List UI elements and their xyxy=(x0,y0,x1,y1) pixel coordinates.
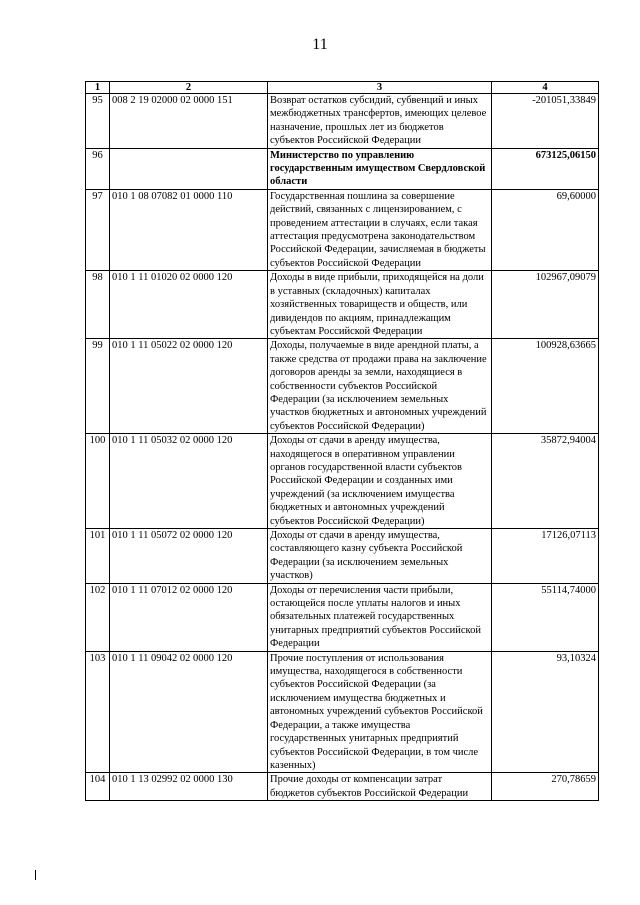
table-row xyxy=(86,189,599,270)
row-code: 010 1 11 05072 02 0000 120 xyxy=(110,529,268,584)
row-code: 008 2 19 02000 02 0000 151 xyxy=(110,94,268,149)
row-code: 010 1 13 02992 02 0000 130 xyxy=(110,773,268,801)
row-code: 010 1 11 09042 02 0000 120 xyxy=(110,651,268,773)
page-number: 11 xyxy=(312,36,328,53)
row-code: 010 1 11 05032 02 0000 120 xyxy=(110,434,268,529)
table-row xyxy=(86,94,599,149)
table-row xyxy=(86,148,599,189)
row-name: Доходы в виде прибыли, приходящейся на доли в уставных (складочных) капиталах хозяйственных товариществ и обществ, или дивидендов по акциям, принадлежащим субъектам Российской Федерации xyxy=(268,271,492,339)
row-number: 95 xyxy=(86,94,110,149)
row-code: 010 1 11 07012 02 0000 120 xyxy=(110,583,268,651)
row-amount: 55114,74000 xyxy=(492,583,599,651)
row-amount: 93,10324 xyxy=(492,651,599,773)
row-number: 98 xyxy=(86,271,110,339)
table-row xyxy=(86,434,599,529)
margin-mark xyxy=(35,870,36,880)
header-col-2: 2 xyxy=(110,82,268,94)
row-code: 010 1 08 07082 01 0000 110 xyxy=(110,189,268,270)
row-name: Доходы, получаемые в виде арендной платы, а также средства от продажи права на заключение договоров аренды за земли, находящиеся в собственности субъектов Российской Федерации (за исключением земельных участков бюджетных и автономных учреждений субъектов Российской Федерации) xyxy=(268,339,492,434)
row-amount: 17126,07113 xyxy=(492,529,599,584)
revenue-table xyxy=(85,81,599,801)
table-row xyxy=(86,773,599,801)
row-name: Прочие доходы от компенсации затрат бюджетов субъектов Российской Федерации xyxy=(268,773,492,801)
row-amount: -201051,33849 xyxy=(492,94,599,149)
row-name: Министерство по управлению государственным имуществом Свердловской области xyxy=(268,148,492,189)
row-amount: 35872,94004 xyxy=(492,434,599,529)
row-code xyxy=(110,148,268,189)
table-row xyxy=(86,651,599,773)
table-row xyxy=(86,339,599,434)
row-name: Доходы от сдачи в аренду имущества, находящегося в оперативном управлении органов государственной власти субъектов Российской Федерации и созданных ими учреждений (за исключением имущества бюджетных и автономных учреждений субъектов Российской Федерации) xyxy=(268,434,492,529)
header-col-1: 1 xyxy=(86,82,110,94)
row-number: 97 xyxy=(86,189,110,270)
row-amount: 69,60000 xyxy=(492,189,599,270)
row-name: Доходы от перечисления части прибыли, остающейся после уплаты налогов и иных обязательных платежей государственных унитарных предприятий субъектов Российской Федерации xyxy=(268,583,492,651)
table-body xyxy=(86,94,599,801)
row-name: Государственная пошлина за совершение действий, связанных с лицензированием, с проведением аттестации в случаях, если такая аттестация предусмотрена законодательством Российской Федерации, зачисляемая в бюджеты субъектов Российской Федерации xyxy=(268,189,492,270)
row-name: Возврат остатков субсидий, субвенций и иных межбюджетных трансфертов, имеющих целевое назначение, прошлых лет из бюджетов субъектов Российской Федерации xyxy=(268,94,492,149)
row-number: 103 xyxy=(86,651,110,773)
row-amount: 102967,09079 xyxy=(492,271,599,339)
row-number: 101 xyxy=(86,529,110,584)
table-row xyxy=(86,529,599,584)
row-name: Доходы от сдачи в аренду имущества, составляющего казну субъекта Российской Федерации (за исключением земельных участков) xyxy=(268,529,492,584)
table-row xyxy=(86,271,599,339)
row-code: 010 1 11 01020 02 0000 120 xyxy=(110,271,268,339)
header-col-4: 4 xyxy=(492,82,599,94)
header-col-3: 3 xyxy=(268,82,492,94)
row-number: 96 xyxy=(86,148,110,189)
table-row xyxy=(86,583,599,651)
row-number: 100 xyxy=(86,434,110,529)
row-amount: 100928,63665 xyxy=(492,339,599,434)
row-number: 99 xyxy=(86,339,110,434)
row-name: Прочие поступления от использования имущества, находящегося в собственности субъектов Российской Федерации (за исключением имущества бюджетных и автономных учреждений субъектов Российской Федерации, а также имущества государственных унитарных предприятий субъектов Российской Федерации, в том числе казенных) xyxy=(268,651,492,773)
table-header xyxy=(86,82,599,94)
row-number: 104 xyxy=(86,773,110,801)
row-number: 102 xyxy=(86,583,110,651)
row-amount: 673125,06150 xyxy=(492,148,599,189)
row-code: 010 1 11 05022 02 0000 120 xyxy=(110,339,268,434)
row-amount: 270,78659 xyxy=(492,773,599,801)
